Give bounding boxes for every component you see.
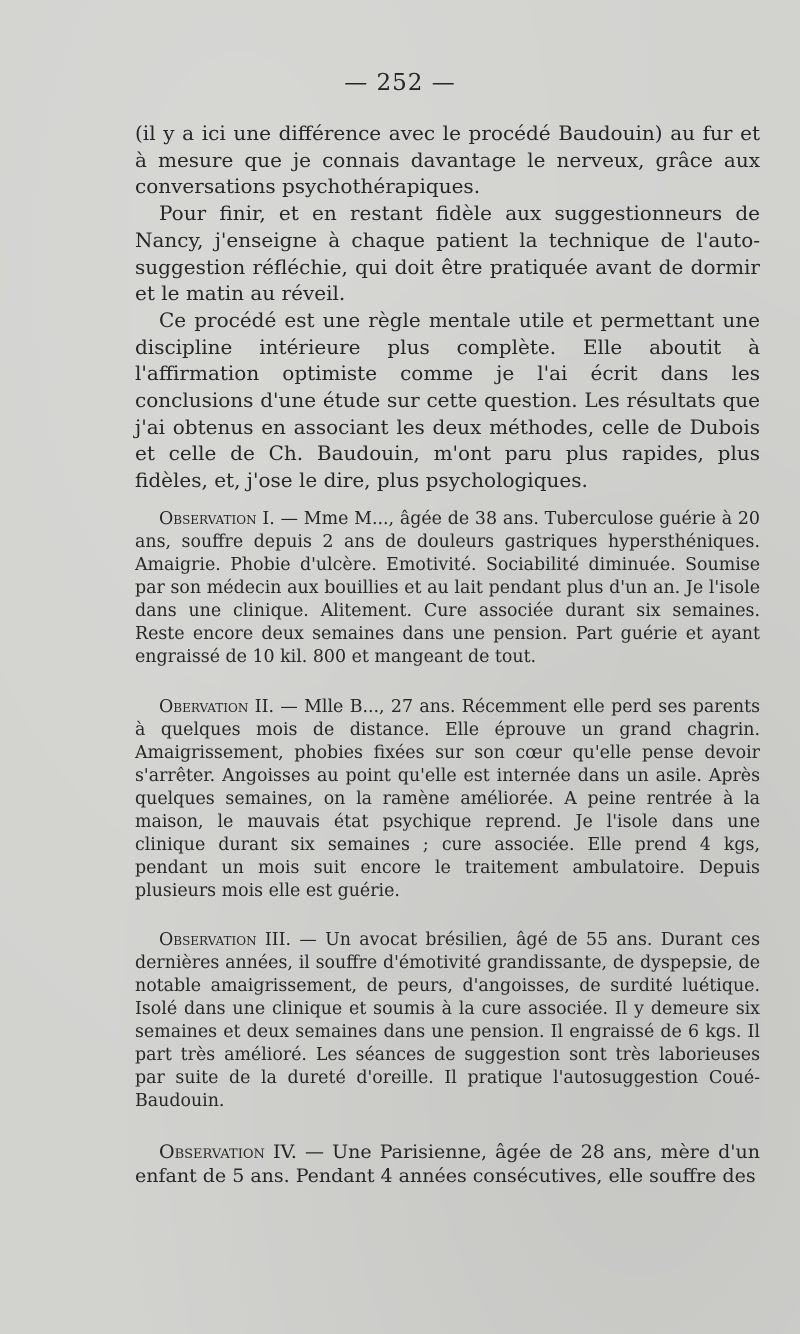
observation-text: — Mme M..., âgée de 38 ans. Tuberculose guérie à 20 ans, souffre depuis 2 ans de douleurs gastriques hypersthéniques. Amaigrie. Phobie d'ulcère. Emotivité. Sociabilité diminuée. Soumise par son médecin aux bouillies et au lait pendant plus d'un an. Je l'isole dans une clinique. Alitement. Cure associée durant six semaines. Reste encore deux semaines dans une pension. Part guérie et ayant engraissé de 10 kil. 800 et mangeant de tout.	[135, 509, 760, 667]
observation-1	[135, 508, 760, 669]
observation-text: — Mlle B..., 27 ans. Récemment elle perd ses parents à quelques mois de distance. Elle éprouve un grand chagrin. Amaigrissement, phobies fixées sur son cœur qu'elle pense devoir s'arrêter. Angoisses au point qu'elle est internée dans un asile. Après quelques semaines, on la ramène améliorée. A peine rentrée à la maison, le mauvais état psychique reprend. Je l'isole dans une clinique durant six semaines ; cure associée. Elle prend 4 kgs, pendant un mois suit encore le traitement ambulatoire. Depuis plusieurs mois elle est guérie.	[135, 697, 760, 901]
paragraph-2: Pour finir, et en restant fidèle aux suggestionneurs de Nancy, j'enseigne à chaque patient la technique de l'auto-suggestion réfléchie, qui doit être pratiquée avant de dormir et le matin au réveil.	[135, 201, 760, 306]
paragraph-1: (il y a ici une différence avec le procédé Baudouin) au fur et à mesure que je connais davantage le nerveux, grâce aux conversations psychothérapiques.	[135, 121, 760, 199]
observation-heading: Observation I.	[159, 509, 275, 529]
observation-4	[135, 1140, 760, 1188]
page-number: — 252 —	[344, 70, 456, 96]
observation-2	[135, 696, 760, 903]
observation-heading: Observation III.	[159, 930, 292, 950]
observation-heading: Obervation II.	[159, 697, 275, 717]
paragraph-3: Ce procédé est une règle mentale utile et permettant une discipline intérieure plus complète. Elle aboutit à l'affirmation optimiste comme je l'ai écrit dans les conclusions d'une étude sur cette question. Les résultats que j'ai obtenus en associant les deux méthodes, celle de Dubois et celle de Ch. Baudouin, m'ont paru plus rapides, plus fidèles, et, j'ose le dire, plus psychologiques.	[135, 307, 760, 493]
body-text	[135, 120, 760, 494]
observation-text: — Un avocat brésilien, âgé de 55 ans. Durant ces dernières années, il souffre d'émotivité grandissante, de dyspepsie, de notable amaigrissement, de peurs, d'angoisses, de surdité luétique. Isolé dans une clinique et soumis à la cure associée. Il y demeure six semaines et deux semaines dans une pension. Il engraissé de 6 kgs. Il part très amélioré. Les séances de suggestion sont très laborieuses par suite de la dureté d'oreille. Il pratique l'autosuggestion Coué-Baudouin.	[135, 930, 761, 1111]
observation-3	[135, 929, 760, 1113]
observation-heading: Observation IV.	[159, 1141, 297, 1163]
observation-text: — Une Parisienne, âgée de 28 ans, mère d'un enfant de 5 ans. Pendant 4 années consécutives, elle souffre des	[135, 1141, 761, 1187]
